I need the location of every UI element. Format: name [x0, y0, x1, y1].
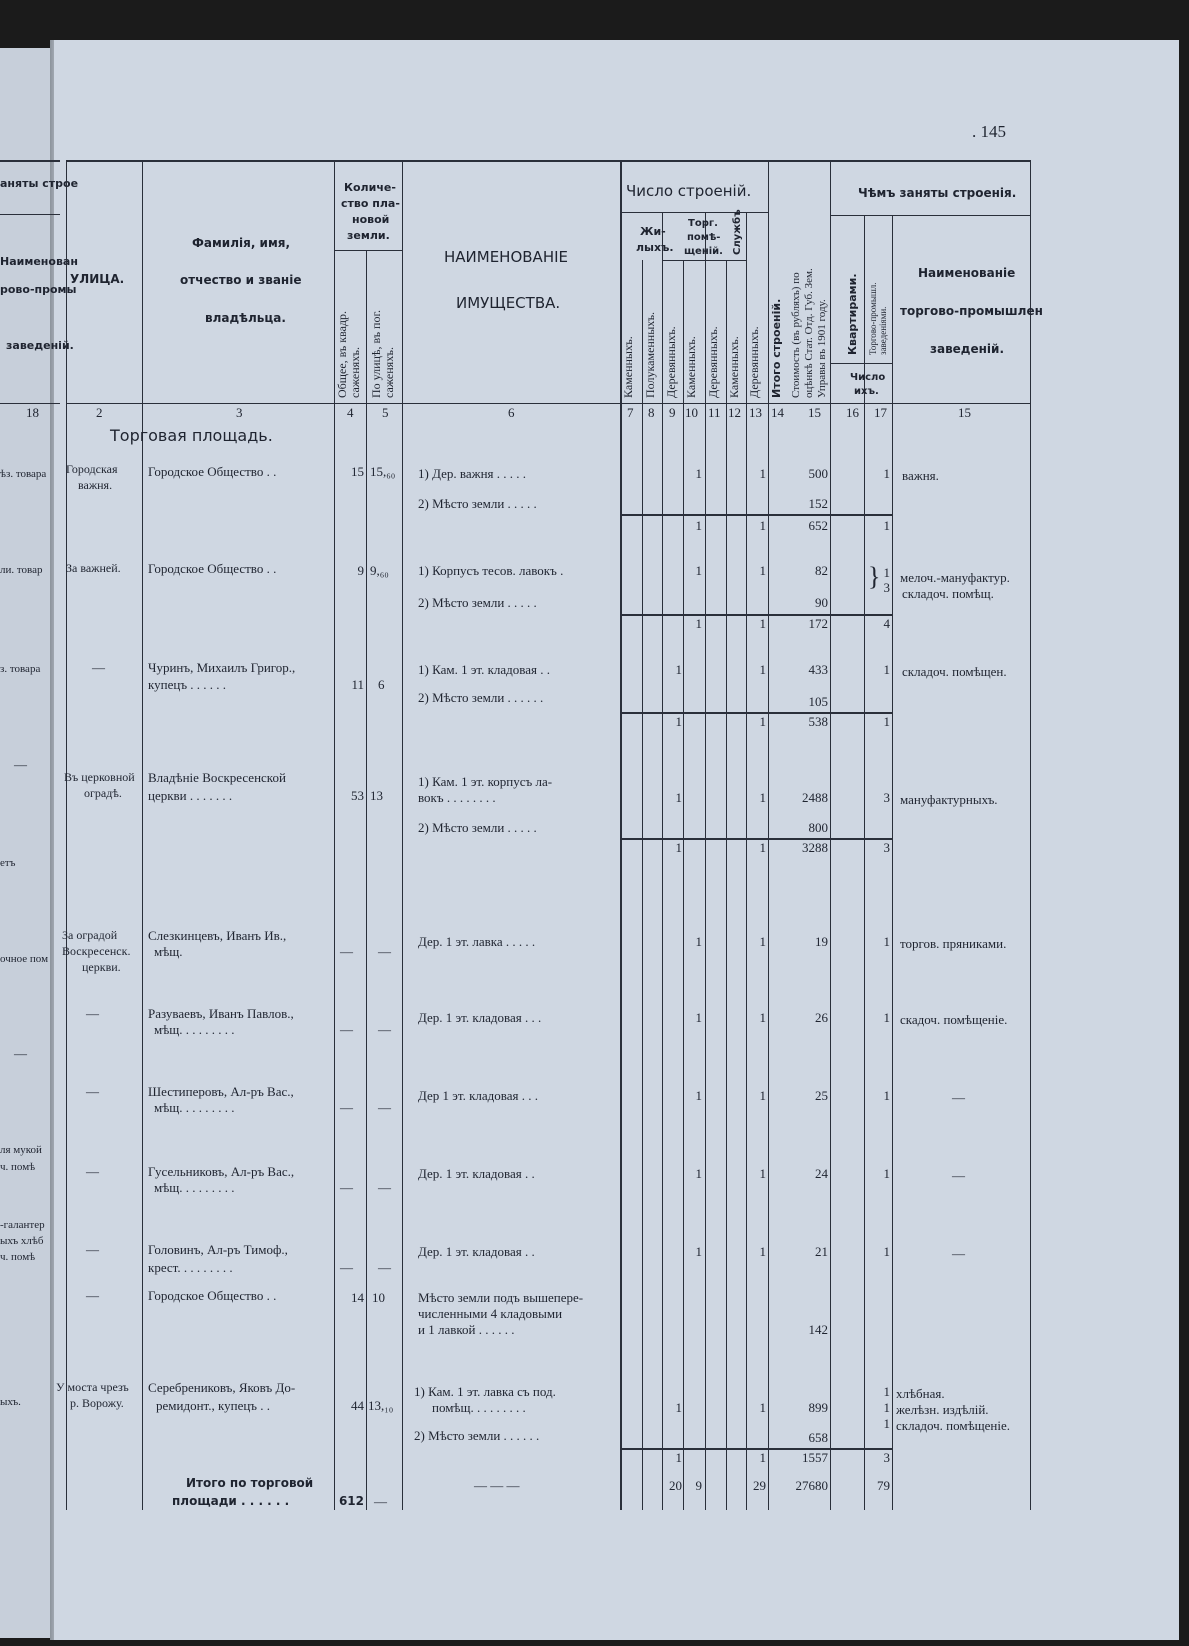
header-land-count: земли. — [347, 229, 390, 242]
property: Мѣсто земли подъ вышепере- — [418, 1290, 584, 1305]
establishment: торгов. пряниками. — [900, 936, 1007, 951]
property: 2) Мѣсто земли . . . . . . — [414, 1428, 540, 1443]
c11: 1 — [695, 1166, 702, 1181]
c11: 1 — [695, 466, 702, 481]
total-value: 27680 — [795, 1478, 828, 1493]
c17: 1 — [883, 934, 890, 949]
c11: 1 — [695, 934, 702, 949]
header-owner: отчество и званіе — [180, 273, 302, 287]
property: 2) Мѣсто земли . . . . . — [418, 820, 537, 835]
land-total: — — [340, 944, 353, 959]
total-label: площади . . . . . . — [172, 1494, 290, 1508]
c17: 1 — [883, 1166, 890, 1181]
c10: 1 — [675, 790, 682, 805]
section-title: Торговая площадь. — [110, 426, 273, 445]
sum-c14: 1 — [759, 1450, 766, 1465]
c10: 1 — [675, 662, 682, 677]
c14: 1 — [759, 466, 766, 481]
property: 2) Мѣсто земли . . . . . . — [418, 690, 544, 705]
owner: Разуваевъ, Иванъ Павлов., — [148, 1006, 294, 1021]
value: 82 — [815, 563, 828, 578]
land-street: 13,₁₀ — [368, 1398, 394, 1413]
c17: 1 — [883, 1088, 890, 1103]
owner: Шестиперовъ, Ал-ръ Вас., — [148, 1084, 294, 1099]
street: За оградой — [62, 928, 118, 942]
sum-c11: 1 — [695, 518, 702, 533]
c17: 3 — [883, 790, 890, 805]
sum-value: 538 — [808, 714, 828, 729]
left-fragment: ля мукой — [0, 1144, 42, 1156]
header-sub: Каменныхъ. — [684, 336, 698, 398]
c14: 1 — [759, 790, 766, 805]
c17: 1 — [883, 662, 890, 677]
land-total: 9 — [357, 563, 364, 578]
land-total: 44 — [351, 1398, 364, 1413]
c17: 1 — [883, 1244, 890, 1259]
c14: 1 — [759, 1166, 766, 1181]
c17: 1 — [883, 1384, 890, 1399]
land-street: — — [378, 1100, 391, 1115]
c11: 1 — [695, 1088, 702, 1103]
establishment: важня. — [902, 468, 939, 483]
sum-c14: 1 — [759, 518, 766, 533]
value: 433 — [808, 662, 828, 677]
value: 105 — [808, 694, 828, 709]
land-street: — — [378, 1260, 391, 1275]
street: церкви. — [82, 960, 121, 974]
property: Дер. 1 эт. кладовая . . — [418, 1244, 535, 1259]
street: У моста чрезъ — [56, 1380, 129, 1394]
sum-c17: 3 — [883, 1450, 890, 1465]
c14: 1 — [759, 1010, 766, 1025]
col-number: 6 — [508, 405, 515, 420]
property: 2) Мѣсто земли . . . . . — [418, 595, 537, 610]
value: 19 — [815, 934, 828, 949]
header-est-name: Наименованіе — [918, 266, 1016, 280]
street: р. Ворожу. — [70, 1396, 124, 1410]
col-number: 16 — [846, 405, 859, 420]
property: 1) Кам. 1 эт. кладовая . . — [418, 662, 551, 677]
c14: 1 — [759, 662, 766, 677]
total-c11: 9 — [695, 1478, 702, 1493]
establishment: скадоч. помѣщеніе. — [900, 1012, 1008, 1027]
sum-c10: 1 — [675, 1450, 682, 1465]
sum-c10: 1 — [675, 714, 682, 729]
c14: 1 — [759, 563, 766, 578]
property: Дер 1 эт. кладовая . . . — [418, 1088, 538, 1103]
left-fragment: — — [14, 1046, 27, 1061]
value: 899 — [808, 1400, 828, 1415]
sum-c14: 1 — [759, 714, 766, 729]
col-number: 11 — [708, 405, 721, 420]
header-owner: владѣльца. — [205, 311, 286, 325]
owner: купецъ . . . . . . — [148, 677, 227, 692]
owner: Головинъ, Ал-ръ Тимоф., — [148, 1242, 288, 1257]
left-fragment: з. товара — [0, 663, 41, 675]
sum-c11: 1 — [695, 616, 702, 631]
header-land-count: ство пла- — [341, 197, 400, 210]
header-apartments: Квартирами. — [846, 273, 859, 355]
c14: 1 — [759, 1088, 766, 1103]
land-street: 15,₆₀ — [370, 464, 396, 479]
street: — — [86, 1242, 99, 1257]
left-header-3: рово-промы — [0, 283, 77, 296]
header-sub: Каменныхъ. — [621, 336, 635, 398]
header-land-total: Общее, въ квадр. саженяхъ. — [335, 310, 362, 398]
sum-c17: 3 — [883, 840, 890, 855]
owner: Серебрениковъ, Яковъ До- — [148, 1380, 296, 1395]
sum-c14: 1 — [759, 840, 766, 855]
property: численными 4 кладовыми — [418, 1306, 563, 1321]
value: 26 — [815, 1010, 828, 1025]
establishment: хлѣбная. — [896, 1386, 945, 1401]
col-number: 17 — [874, 405, 887, 420]
header-property: НАИМЕНОВАНІЕ — [444, 248, 568, 266]
col-number: 5 — [382, 405, 389, 420]
header-owner: Фамилія, имя, — [192, 236, 291, 250]
header-sub: Деревянныхъ. — [747, 326, 761, 398]
land-street: — — [378, 1180, 391, 1195]
street: — — [92, 660, 105, 675]
land-street: 13 — [370, 788, 383, 803]
header-service: Службъ — [732, 209, 743, 255]
property: вокъ . . . . . . . . — [418, 790, 496, 805]
land-street: 10 — [372, 1290, 385, 1305]
header-est-name: заведеній. — [930, 342, 1005, 356]
establishment: — — [952, 1246, 965, 1261]
land-street: — — [378, 944, 391, 959]
c17: 3 — [883, 580, 890, 595]
value: 90 — [815, 595, 828, 610]
col-number: 14 — [771, 405, 784, 420]
land-total: 15 — [351, 464, 364, 479]
brace: } — [868, 562, 881, 591]
owner: мѣщ. . . . . . . . . — [154, 1022, 235, 1037]
establishment: — — [952, 1090, 965, 1105]
header-value: Стоимость (въ рубляхъ) по оцѣнкѣ Стат. Отд. Губ. Зем. Управы въ 1901 году. — [790, 268, 828, 398]
owner: церкви . . . . . . . — [148, 788, 233, 803]
property: помѣщ. . . . . . . . . — [432, 1400, 526, 1415]
street: оградѣ. — [84, 786, 122, 800]
total-property: — — — — [474, 1478, 520, 1493]
street: За важней. — [66, 561, 121, 575]
value: 658 — [808, 1430, 828, 1445]
c10: 1 — [675, 1400, 682, 1415]
land-total: — — [340, 1100, 353, 1115]
value: 2488 — [802, 790, 828, 805]
left-fragment: -галантер — [0, 1219, 45, 1231]
header-living: Жи- — [640, 225, 666, 238]
left-fragment: очное пом — [0, 953, 49, 965]
owner: Слезкинцевъ, Иванъ Ив., — [148, 928, 287, 943]
left-fragment: ч. помѣ — [0, 1161, 36, 1173]
sum-c14: 1 — [759, 616, 766, 631]
value: 25 — [815, 1088, 828, 1103]
c11: 1 — [695, 1244, 702, 1259]
c11: 1 — [695, 1010, 702, 1025]
header-sub: Каменныхъ. — [727, 336, 741, 398]
c17: 1 — [883, 466, 890, 481]
c17: 1 — [883, 1010, 890, 1025]
land-total: 14 — [351, 1290, 364, 1305]
header-land-count: новой — [352, 213, 390, 226]
header-total-buildings: Итого строеній. — [770, 298, 783, 398]
header-occupied: Чѣмъ заняты строенія. — [858, 186, 1017, 200]
owner: мѣщ. . . . . . . . . — [154, 1100, 235, 1115]
sum-value: 172 — [808, 616, 828, 631]
owner: ремидонт., купецъ . . — [156, 1398, 271, 1413]
owner: Владѣніе Воскресенской — [148, 770, 286, 785]
street: Городская — [66, 462, 118, 476]
col-number: 8 — [648, 405, 655, 420]
property: Дер. 1 эт. лавка . . . . . — [418, 934, 536, 949]
sum-c10: 1 — [675, 840, 682, 855]
col-number: 7 — [627, 405, 634, 420]
col-number: 12 — [728, 405, 741, 420]
land-total: 11 — [351, 677, 364, 692]
establishment: складоч. помѣщ. — [902, 586, 994, 601]
land-total: 53 — [351, 788, 364, 803]
col-number: 4 — [347, 405, 354, 420]
c17: 1 — [883, 565, 890, 580]
owner: Городское Общество . . — [148, 464, 277, 479]
land-total: — — [340, 1260, 353, 1275]
col-number: 2 — [96, 405, 103, 420]
left-fragment: ыхъ. — [0, 1396, 21, 1408]
value: 24 — [815, 1166, 828, 1181]
left-fragment: етъ — [0, 857, 16, 869]
sum-value: 1557 — [802, 1450, 828, 1465]
owner: крест. . . . . . . . . — [148, 1260, 233, 1275]
left-col-number: 18 — [26, 405, 39, 420]
owner: Чуринъ, Михаилъ Григор., — [148, 660, 296, 675]
establishment: — — [952, 1168, 965, 1183]
sum-c17: 1 — [883, 518, 890, 533]
header-count: Число — [850, 372, 886, 383]
header-living: лыхъ. — [636, 241, 674, 254]
header-trade: помѣ- — [687, 232, 721, 243]
owner: мѣщ. . . . . . . . . — [154, 1180, 235, 1195]
col-number: 9 — [669, 405, 676, 420]
establishment: складоч. помѣщеніе. — [896, 1418, 1011, 1433]
header-land-street: По улицѣ, въ пог. саженяхъ. — [369, 309, 396, 398]
owner: Городское Общество . . — [148, 561, 277, 576]
header-est-name: торгово-промышлен — [900, 304, 1043, 318]
col-number: 13 — [749, 405, 762, 420]
sum-c17: 1 — [883, 714, 890, 729]
owner: Городское Общество . . — [148, 1288, 277, 1303]
left-fragment: ѣз. товара — [0, 468, 47, 480]
value: 152 — [808, 496, 828, 511]
c14: 1 — [759, 1244, 766, 1259]
left-header-1: аняты строе — [0, 177, 79, 190]
land-total: — — [340, 1180, 353, 1195]
value: 21 — [815, 1244, 828, 1259]
total-c14: 29 — [753, 1478, 766, 1493]
header-buildings: Число строеній. — [626, 182, 752, 200]
c14: 1 — [759, 934, 766, 949]
total-c17: 79 — [877, 1478, 890, 1493]
header-street: УЛИЦА. — [70, 272, 125, 286]
street: Въ церковной — [64, 770, 135, 784]
left-fragment: ыхъ хлѣб — [0, 1235, 44, 1247]
col-number: 15 — [958, 405, 971, 420]
property: 2) Мѣсто земли . . . . . — [418, 496, 537, 511]
establishment: мелоч.-мануфактур. — [900, 570, 1010, 585]
street: — — [86, 1084, 99, 1099]
page-number: . 145 — [972, 122, 1006, 141]
property: 1) Кам. 1 эт. корпусъ ла- — [418, 774, 553, 789]
header-sub: Деревянныхъ. — [664, 326, 678, 398]
c17: 1 — [883, 1400, 890, 1415]
land-street: 6 — [378, 677, 385, 692]
value: 500 — [808, 466, 828, 481]
property: Дер. 1 эт. кладовая . . . — [418, 1010, 542, 1025]
header-land-count: Количе- — [344, 181, 396, 194]
header-trade-est: Торгово-промышл. заведеніями. — [868, 282, 888, 355]
header-sub: Деревянныхъ. — [706, 326, 720, 398]
value: 142 — [808, 1322, 828, 1337]
owner: мѣщ. — [154, 944, 183, 959]
establishment: складоч. помѣщен. — [902, 664, 1007, 679]
sum-c17: 4 — [883, 616, 890, 631]
header-count: ихъ. — [854, 386, 879, 397]
street: — — [86, 1164, 99, 1179]
header-trade: Торг. — [688, 218, 718, 229]
land-street: 9,₆₀ — [370, 563, 389, 578]
property: 1) Корпусъ тесов. лавокъ . — [418, 563, 564, 578]
property: 1) Кам. 1 эт. лавка съ под. — [414, 1384, 556, 1399]
street: — — [86, 1006, 99, 1021]
col-number: 3 — [236, 405, 243, 420]
col-number: 15 — [808, 405, 821, 420]
total-land: 612 — [338, 1494, 364, 1508]
left-header-2: Наименован — [0, 255, 78, 268]
owner: Гусельниковъ, Ал-ръ Вас., — [148, 1164, 295, 1179]
street: — — [86, 1288, 99, 1303]
sum-value: 3288 — [802, 840, 828, 855]
property: и 1 лавкой . . . . . . — [418, 1322, 515, 1337]
street: важня. — [78, 478, 113, 492]
total-label: Итого по торговой — [186, 1476, 314, 1490]
left-fragment: ли. товар — [0, 564, 43, 576]
total-land-street: — — [374, 1494, 387, 1509]
c14: 1 — [759, 1400, 766, 1415]
c11: 1 — [695, 563, 702, 578]
land-total: — — [340, 1022, 353, 1037]
property: 1) Дер. важня . . . . . — [418, 466, 527, 481]
land-street: — — [378, 1022, 391, 1037]
street: Воскресенск. — [62, 944, 131, 958]
left-fragment: — — [14, 757, 27, 772]
property: Дер. 1 эт. кладовая . . — [418, 1166, 535, 1181]
header-trade: щеній. — [684, 246, 723, 257]
left-fragment: ч. помѣ — [0, 1251, 36, 1263]
left-header-4: заведеній. — [6, 339, 74, 352]
c17: 1 — [883, 1416, 890, 1431]
col-number: 10 — [685, 405, 698, 420]
establishment: желѣзн. издѣлій. — [896, 1402, 989, 1417]
header-property: ИМУЩЕСТВА. — [456, 294, 561, 312]
establishment: мануфактурныхъ. — [900, 792, 998, 807]
header-sub: Полукаменныхъ. — [643, 311, 657, 398]
value: 800 — [808, 820, 828, 835]
sum-value: 652 — [808, 518, 828, 533]
total-c10: 20 — [669, 1478, 682, 1493]
